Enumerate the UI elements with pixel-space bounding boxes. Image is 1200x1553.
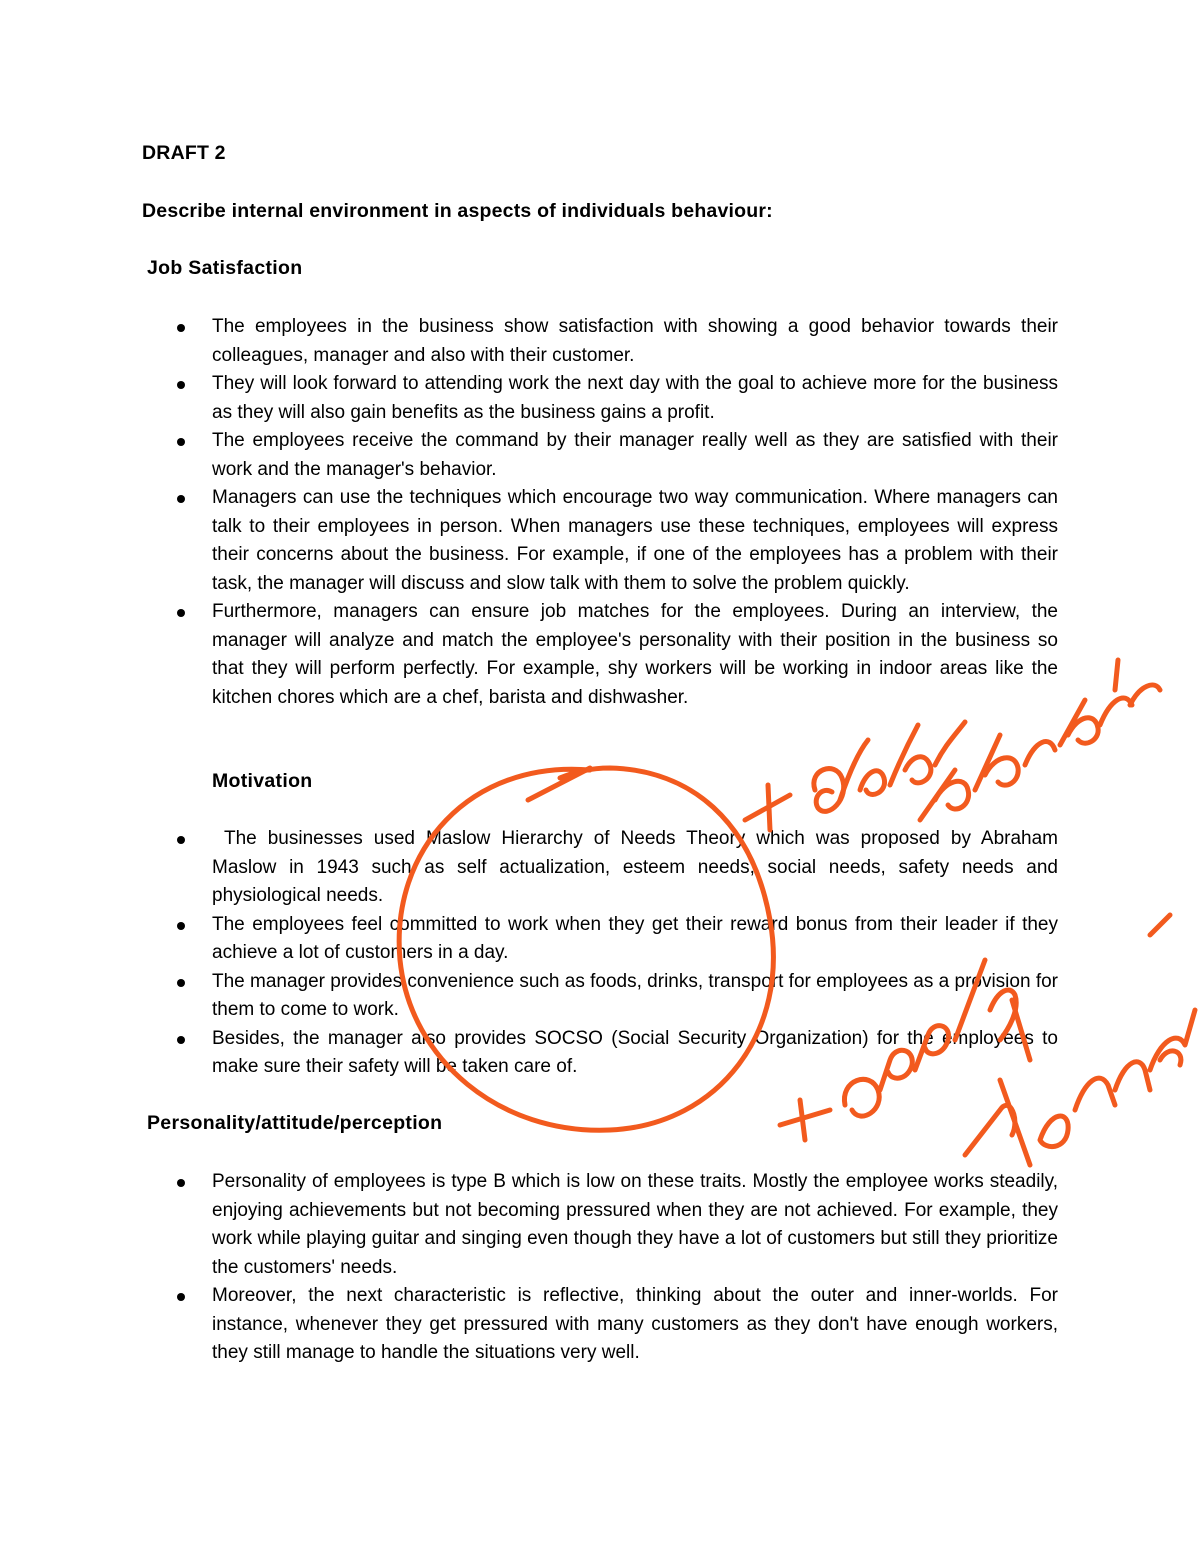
heading-personality: Personality/attitude/perception	[147, 1112, 443, 1134]
list-item: Moreover, the next characteristic is reflective, thinking about the outer and inner-worlds. For instance, whenever they get pressured with many customers as they don't have enough workers, they still manage to handle the situations very well.	[212, 1282, 1058, 1368]
list-item: Managers can use the techniques which encourage two way communication. Where managers can talk to their employees in person. When managers use these techniques, employees will express their concerns about the business. For example, if one of the employees has a problem with their task, the manager will discuss and slow talk with them to solve the problem quickly.	[212, 484, 1058, 598]
list-item: Furthermore, managers can ensure job matches for the employees. During an interview, the manager will analyze and match the employee's personality with their position in the business so that they will perform perfectly. For example, shy workers will be working in indoor areas like the kitchen chores which are a chef, barista and dishwasher.	[212, 598, 1058, 712]
list-item: The employees feel committed to work when they get their reward bonus from their leader if they achieve a lot of customers in a day.	[212, 911, 1058, 968]
heading-job-satisfaction: Job Satisfaction	[147, 257, 303, 279]
list-item: The manager provides convenience such as foods, drinks, transport for employees as a provision for them to come to work.	[212, 968, 1058, 1025]
list-item: The employees in the business show satisfaction with showing a good behavior towards their colleagues, manager and also with their customer.	[212, 313, 1058, 370]
list-item: They will look forward to attending work the next day with the goal to achieve more for the business as they will also gain benefits as the business gains a profit.	[212, 370, 1058, 427]
document-title: DRAFT 2	[142, 142, 226, 164]
list-item: Besides, the manager also provides SOCSO (Social Security Organization) for the employees to make sure their safety will be taken care of.	[212, 1025, 1058, 1082]
list-item: The employees receive the command by their manager really well as they are satisfied with their work and the manager's behavior.	[212, 427, 1058, 484]
job-satisfaction-list	[212, 313, 1058, 712]
annotation-tick	[528, 768, 590, 800]
annotation-handwriting-define	[745, 722, 965, 830]
heading-motivation: Motivation	[212, 770, 313, 792]
list-item: Personality of employees is type B which is low on these traits. Mostly the employee works steadily, enjoying achievements but not becoming pressured when they are not achieved. For example, they work while playing guitar and singing even though they have a lot of customers but still they prioritize the customers' needs.	[212, 1168, 1058, 1282]
personality-list	[212, 1168, 1058, 1368]
list-item: The businesses used Maslow Hierarchy of Needs Theory which was proposed by Abraham Maslow in 1943 such as self actualization, esteem needs, social needs, safety needs and physiological needs.	[212, 825, 1058, 911]
motivation-list	[212, 825, 1058, 1082]
question-text: Describe internal environment in aspects of individuals behaviour:	[142, 200, 773, 222]
